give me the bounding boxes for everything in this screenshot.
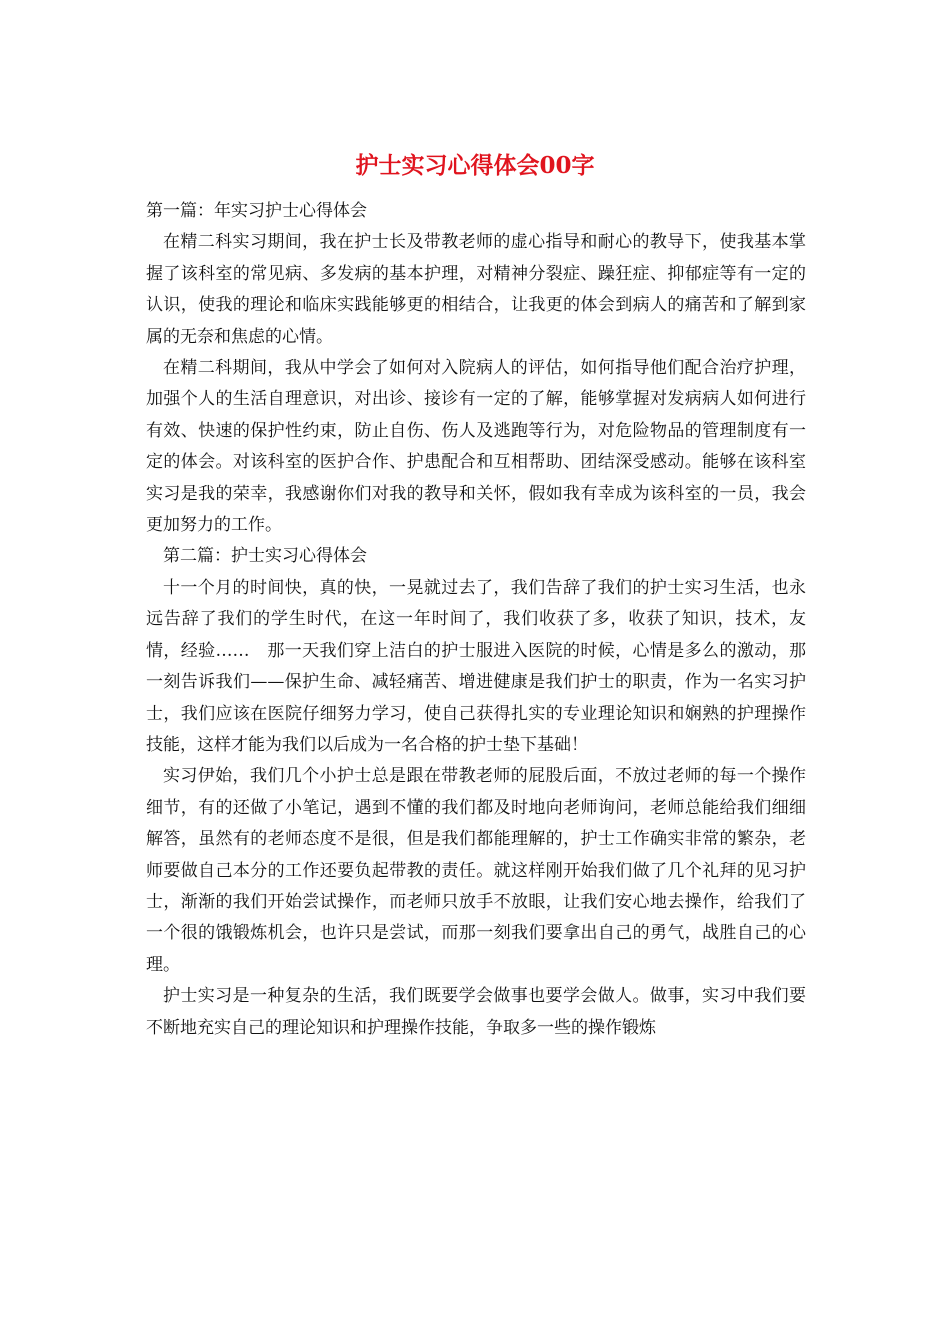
body-paragraph: 护士实习是一种复杂的生活，我们既要学会做事也要学会做人。做事，实习中我们要不断地充实自己的理论知识和护理操作技能，争取多一些的操作锻炼: [146, 986, 806, 1038]
body-paragraph: 在精二科期间，我从中学会了如何对入院病人的评估，如何指导他们配合治疗护理，加强个人的生活自理意识，对出诊、接诊有一定的了解，能够掌握对发病病人如何进行有效、快速的保护性约束，防止自伤、伤人及逃跑等行为，对危险物品的管理制度有一定的体会。对该科室的医护合作、护患配合和互相帮助、团结深受感动。能够在该科室实习是我的荣幸，我感谢你们对我的教导和关怀，假如我有幸成为该科室的一员，我会更加努力的工作。: [146, 358, 806, 536]
document-title: 护士实习心得体会00字: [355, 152, 595, 179]
body-paragraph: 十一个月的时间快，真的快，一晃就过去了，我们告辞了我们的护士实习生活，也永远告辞了我们的学生时代，在这一年时间了，我们收获了多，收获了知识，技术，友情，经验…… 那一天我们穿上洁白的护士服进入医院的时候，心情是多么的激动，那一刻告诉我们——保护生命、减轻痛苦、增进健康是我们护士的职责，作为一名实习护士，我们应该在医院仔细努力学习，使自己获得扎实的专业理论知识和娴熟的护理操作技能，这样才能为我们以后成为一名合格的护士垫下基础！: [146, 577, 806, 755]
section-heading: 第一篇：年实习护士心得体会: [146, 201, 367, 221]
section-heading: 第二篇：护士实习心得体会: [163, 546, 367, 567]
document-body: [146, 196, 806, 1044]
body-paragraph: 在精二科实习期间，我在护士长及带教老师的虚心指导和耐心的教导下，使我基本掌握了该科室的常见病、多发病的基本护理，对精神分裂症、躁狂症、抑郁症等有一定的认识，使我的理论和临床实践能够更的相结合，让我更的体会到病人的痛苦和了解到家属的无奈和焦虑的心情。: [146, 232, 806, 347]
body-paragraph: 实习伊始，我们几个小护士总是跟在带教老师的屁股后面，不放过老师的每一个操作细节，有的还做了小笔记，遇到不懂的我们都及时地向老师询问，老师总能给我们细细解答，虽然有的老师态度不是很，但是我们都能理解的，护士工作确实非常的繁杂，老师要做自己本分的工作还要负起带教的责任。就这样刚开始我们做了几个礼拜的见习护士，渐渐的我们开始尝试操作，而老师只放手不放眼，让我们安心地去操作，给我们了一个很的饿锻炼机会，也许只是尝试，而那一刻我们要拿出自己的勇气，战胜自己的心理。: [146, 766, 806, 975]
